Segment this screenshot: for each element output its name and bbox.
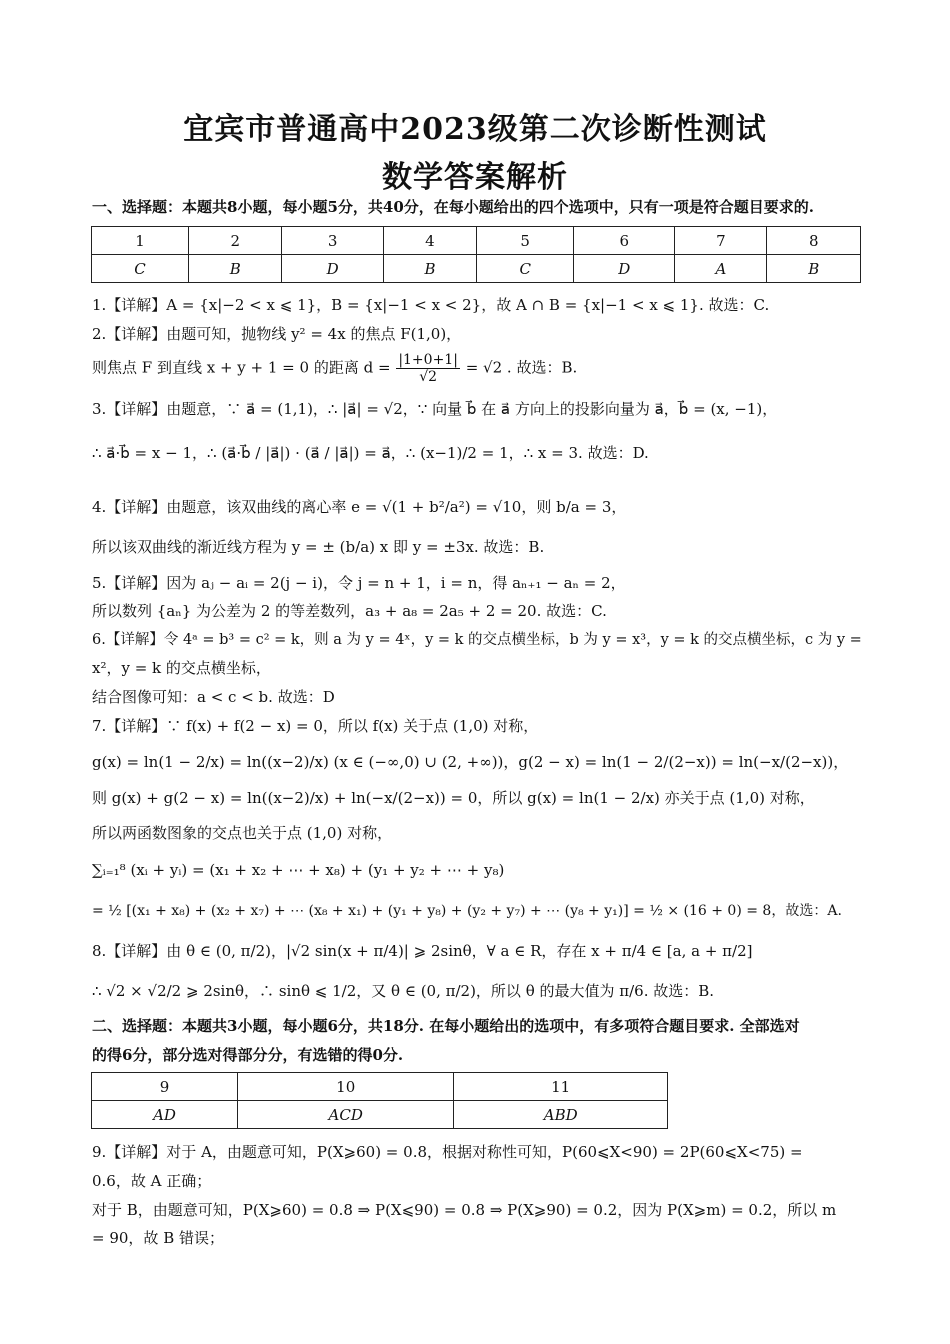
table-cell: ACD xyxy=(238,1101,454,1129)
text-segment: = √2 . 故选：B. xyxy=(465,358,578,377)
explanation-q7-line1: 7.【详解】∵ f(x) + f(2 − x) = 0，所以 f(x) 关于点 (1,0) 对称， xyxy=(92,717,539,735)
explanation-q9-line1: 9.【详解】对于 A，由题意可知，P(X⩾60) = 0.8，根据对称性可知，P(60⩽X<90) = 2P(60⩽X<75) = xyxy=(92,1143,803,1161)
explanation-q4-line2: 所以该双曲线的渐近线方程为 y = ± (b/a) x 即 y = ±3x. 故选：B. xyxy=(92,538,545,556)
answer-table-1-answers xyxy=(92,255,861,283)
table-cell: 3 xyxy=(282,227,383,255)
fraction-numerator: |1+0+1| xyxy=(398,352,458,368)
table-cell: 2 xyxy=(189,227,282,255)
explanation-q6-line1: 6.【详解】令 4ᵃ = b³ = c² = k，则 a 为 y = 4ˣ，y = k 的交点横坐标，b 为 y = x³，y = k 的交点横坐标，c 为 y = xyxy=(92,632,862,648)
explanation-q7-line5: ∑ᵢ₌₁⁸ (xᵢ + yᵢ) = (x₁ + x₂ + ⋯ + x₈) + (y₁ + y₂ + ⋯ + y₈) xyxy=(92,861,505,879)
table-cell: 9 xyxy=(92,1073,238,1101)
table-cell: 5 xyxy=(477,227,574,255)
document-subtitle: 数学答案解析 xyxy=(382,160,568,195)
answer-table-2-numbers xyxy=(92,1073,668,1101)
explanation-q9-line2: 0.6，故 A 正确； xyxy=(92,1172,212,1190)
table-cell: 11 xyxy=(454,1073,668,1101)
section2-heading-line2: 的得6分，部分选对得部分分，有选错的得0分. xyxy=(92,1046,404,1064)
document-title: 宜宾市普通高中2023级第二次诊断性测试 xyxy=(183,112,767,147)
answer-table-1 xyxy=(91,226,861,283)
fraction-denominator: √2 xyxy=(419,369,438,385)
explanation-q3-line1: 3.【详解】由题意，∵ a⃗ = (1,1)，∴ |a⃗| = √2，∵ 向量 b⃗ 在 a⃗ 方向上的投影向量为 a⃗，b⃗ = (x, −1)， xyxy=(92,400,778,418)
explanation-q4-line1: 4.【详解】由题意，该双曲线的离心率 e = √(1 + b²/a²) = √10，则 b/a = 3， xyxy=(92,498,627,516)
explanation-q2-line1: 2.【详解】由题可知，抛物线 y² = 4x 的焦点 F(1,0)， xyxy=(92,325,462,343)
explanation-q8-line2: ∴ √2 × √2/2 ⩾ 2sinθ，∴ sinθ ⩽ 1/2，又 θ ∈ (0, π/2)，所以 θ 的最大值为 π/6. 故选：B. xyxy=(92,982,715,1000)
table-cell: 10 xyxy=(238,1073,454,1101)
table-cell: A xyxy=(675,255,767,283)
table-cell: 1 xyxy=(92,227,189,255)
fraction xyxy=(396,352,460,385)
table-cell: D xyxy=(574,255,675,283)
section1-heading: 一、选择题：本题共8小题，每小题5分，共40分，在每小题给出的四个选项中，只有一项是符合题目要求的. xyxy=(92,198,814,216)
table-cell: B xyxy=(383,255,476,283)
table-cell: 7 xyxy=(675,227,767,255)
table-cell: 4 xyxy=(383,227,476,255)
explanation-q7-line3: 则 g(x) + g(2 − x) = ln((x−2)/x) + ln(−x/(2−x)) = 0，所以 g(x) = ln(1 − 2/x) 亦关于点 (1,0) 对称， xyxy=(92,789,815,807)
answer-table-2 xyxy=(91,1072,668,1129)
explanation-q6-line3: 结合图像可知：a < c < b. 故选：D xyxy=(92,688,335,706)
explanation-q8-line1: 8.【详解】由 θ ∈ (0, π/2)，|√2 sin(x + π/4)| ⩾ 2sinθ，∀ a ∈ R，存在 x + π/4 ∈ [a, a + π/2] xyxy=(92,942,753,960)
table-cell: C xyxy=(477,255,574,283)
table-cell: AD xyxy=(92,1101,238,1129)
answer-table-2-answers xyxy=(92,1101,668,1129)
explanation-q2-line2 xyxy=(92,352,867,385)
explanation-q9-line4: = 90，故 B 错误； xyxy=(92,1229,224,1247)
table-cell: C xyxy=(92,255,189,283)
table-cell: 6 xyxy=(574,227,675,255)
answer-table-1-numbers xyxy=(92,227,861,255)
explanation-q3-line2: ∴ a⃗·b⃗ = x − 1，∴ (a⃗·b⃗ / |a⃗|) · (a⃗ / |a⃗|) = a⃗，∴ (x−1)/2 = 1，∴ x = 3. 故选：D. xyxy=(92,444,649,462)
explanation-q9-line3: 对于 B，由题意可知，P(X⩾60) = 0.8 ⇒ P(X⩽90) = 0.8 ⇒ P(X⩾90) = 0.2，因为 P(X⩾m) = 0.2，所以 m xyxy=(92,1201,837,1219)
explanation-q6-line2: x²，y = k 的交点横坐标， xyxy=(92,659,271,677)
explanation-q1: 1.【详解】A = {x|−2 < x ⩽ 1}，B = {x|−1 < x < 2}，故 A ∩ B = {x|−1 < x ⩽ 1}. 故选：C. xyxy=(92,296,770,314)
explanation-q7-line4: 所以两函数图象的交点也关于点 (1,0) 对称， xyxy=(92,824,393,842)
table-cell: B xyxy=(189,255,282,283)
table-cell: 8 xyxy=(767,227,861,255)
section2-heading-line1: 二、选择题：本题共3小题，每小题6分，共18分. 在每小题给出的选项中，有多项符合题目要求. 全部选对 xyxy=(92,1017,800,1035)
explanation-q5-line1: 5.【详解】因为 aⱼ − aᵢ = 2(j − i)，令 j = n + 1，i = n，得 aₙ₊₁ − aₙ = 2， xyxy=(92,574,626,592)
text-segment: 则焦点 F 到直线 x + y + 1 = 0 的距离 d = xyxy=(92,358,391,377)
table-cell: B xyxy=(767,255,861,283)
explanation-q7-line2: g(x) = ln(1 − 2/x) = ln((x−2)/x) (x ∈ (−∞,0) ∪ (2, +∞))，g(2 − x) = ln(1 − 2/(2−x)) = ln(−x/(2−x))， xyxy=(92,753,849,771)
table-cell: ABD xyxy=(454,1101,668,1129)
explanation-q7-line6: = ½ [(x₁ + x₈) + (x₂ + x₇) + ⋯ (x₈ + x₁) + (y₁ + y₈) + (y₂ + y₇) + ⋯ (y₈ + y₁)] = ½ × (16 + 0) = 8，故选：A. xyxy=(92,903,842,919)
explanation-q5-line2: 所以数列 {aₙ} 为公差为 2 的等差数列，a₃ + a₈ = 2a₅ + 2 = 20. 故选：C. xyxy=(92,602,607,620)
table-cell: D xyxy=(282,255,383,283)
